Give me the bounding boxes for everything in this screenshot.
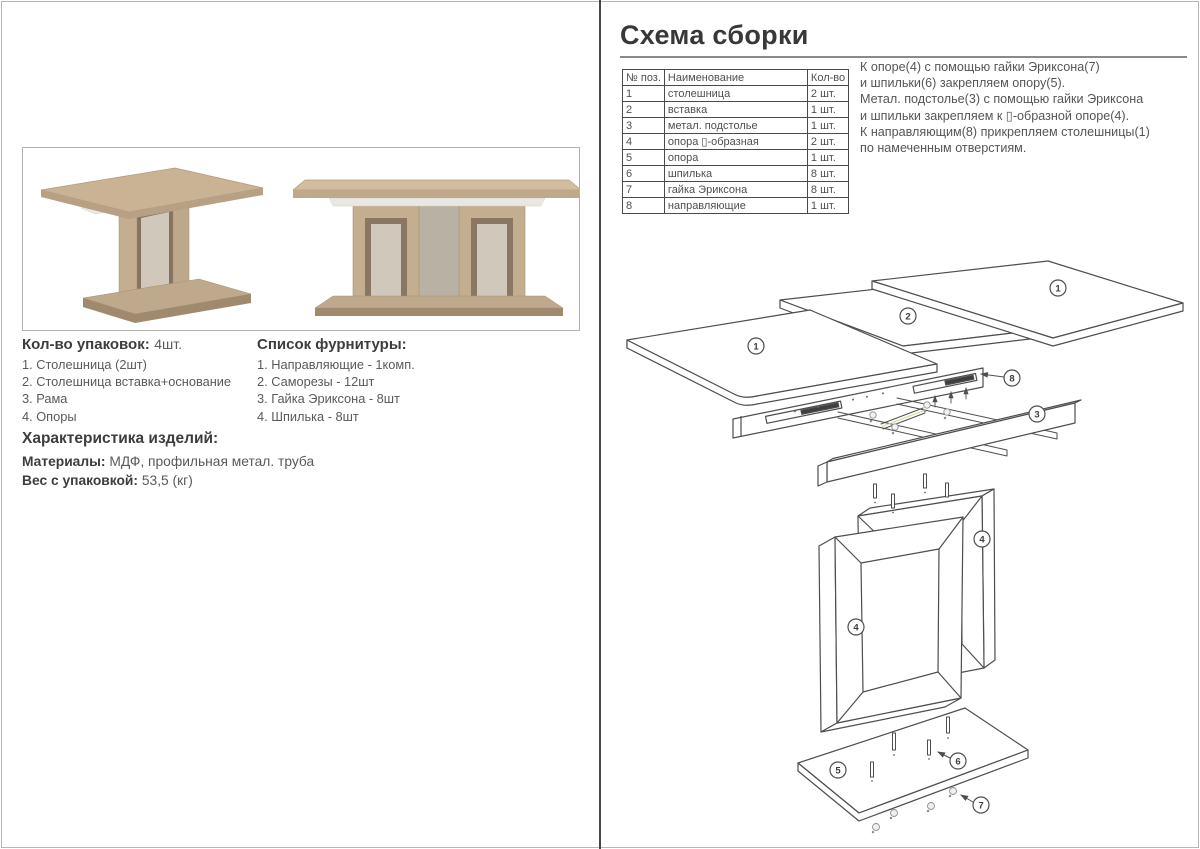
cell-name: столешница xyxy=(664,86,807,102)
callout-4-left xyxy=(848,619,864,635)
callout-1-right xyxy=(1050,280,1066,296)
cell-pos: 7 xyxy=(623,182,665,198)
table-row xyxy=(623,166,849,182)
weight-line xyxy=(22,471,193,491)
center-divider xyxy=(599,0,601,849)
page-title: Схема сборки xyxy=(620,20,809,50)
cell-pos: 1 xyxy=(623,86,665,102)
svg-text:6: 6 xyxy=(955,756,961,768)
title-underline xyxy=(620,56,1187,58)
svg-text:8: 8 xyxy=(1009,373,1015,385)
hardware-item: 1. Направляющие - 1комп. xyxy=(257,357,415,372)
weight-label: Вес с упаковкой: xyxy=(22,473,139,488)
cell-qty: 1 шт. xyxy=(807,150,848,166)
cell-pos: 8 xyxy=(623,198,665,214)
hardware-list xyxy=(257,356,415,425)
package-item: 3. Рама xyxy=(22,391,68,407)
svg-text:1: 1 xyxy=(753,341,759,353)
table-row xyxy=(623,198,849,214)
package-item: 1. Столешница (2шт) xyxy=(22,357,147,372)
hardware-item: 3. Гайка Эриксона - 8шт xyxy=(257,391,400,407)
table-row xyxy=(623,182,849,198)
cell-name: вставка xyxy=(664,102,807,118)
packages-title: Кол-во упаковок: xyxy=(22,336,150,353)
svg-text:7: 7 xyxy=(978,800,984,812)
cell-qty: 1 шт. xyxy=(807,102,848,118)
cell-pos: 4 xyxy=(623,134,665,150)
table-row xyxy=(623,86,849,102)
instruction-line: К опоре(4) с помощью гайки Эриксона(7) xyxy=(860,60,1100,74)
cell-name: метал. подстолье xyxy=(664,118,807,134)
package-item: 2. Столешница вставка+основание xyxy=(22,374,232,390)
table-row xyxy=(623,134,849,150)
table-row xyxy=(623,118,849,134)
cell-name: шпилька xyxy=(664,166,807,182)
packages-count: 4шт. xyxy=(154,336,182,352)
assembly-diagram xyxy=(605,240,1200,849)
table-photo-perspective xyxy=(41,168,263,323)
callout-2 xyxy=(900,308,916,324)
instruction-line: К направляющим(8) прикрепляем столешницы(1) xyxy=(860,124,1150,139)
cell-qty: 2 шт. xyxy=(807,134,848,150)
cell-name: опора xyxy=(664,150,807,166)
callout-7 xyxy=(973,797,989,813)
svg-text:4: 4 xyxy=(979,534,985,546)
cell-qty: 1 шт. xyxy=(807,118,848,134)
packages-list xyxy=(22,356,231,425)
callout-3 xyxy=(1029,406,1045,422)
callout-5 xyxy=(830,762,846,778)
hardware-item: 4. Шпилька - 8шт xyxy=(257,408,359,424)
svg-text:4: 4 xyxy=(853,622,859,634)
hardware-item: 2. Саморезы - 12шт xyxy=(257,374,375,390)
cell-qty: 8 шт. xyxy=(807,166,848,182)
svg-text:3: 3 xyxy=(1034,409,1040,421)
callout-1-left xyxy=(748,338,764,354)
materials-label: Материалы: xyxy=(22,454,106,469)
cell-qty: 1 шт. xyxy=(807,198,848,214)
cell-pos: 3 xyxy=(623,118,665,134)
table-photo-front xyxy=(293,180,579,316)
characteristics-title: Характеристика изделий: xyxy=(22,430,219,447)
assembly-instructions xyxy=(860,59,1195,156)
header-cell-qty: Кол-во xyxy=(807,70,848,86)
cell-name: направляющие xyxy=(664,198,807,214)
callout-6 xyxy=(950,753,966,769)
callout-8 xyxy=(1004,370,1020,386)
header-cell-pos: № поз. xyxy=(623,70,665,86)
cell-pos: 2 xyxy=(623,102,665,118)
svg-text:5: 5 xyxy=(835,765,841,777)
cell-name: гайка Эриксона xyxy=(664,182,807,198)
svg-text:1: 1 xyxy=(1055,283,1061,295)
weight-value: 53,5 (кг) xyxy=(141,473,193,488)
materials-line xyxy=(22,452,314,472)
cell-qty: 8 шт. xyxy=(807,182,848,198)
parts-table-header xyxy=(623,70,849,86)
support-frame-front xyxy=(819,517,963,732)
table-row xyxy=(623,150,849,166)
callout-4-right xyxy=(974,531,990,547)
product-photos-image xyxy=(23,148,579,330)
instruction-line: по намеченным отверстиям. xyxy=(860,141,1027,156)
table-row xyxy=(623,102,849,118)
cell-qty: 2 шт. xyxy=(807,86,848,102)
cell-pos: 5 xyxy=(623,150,665,166)
hardware-title: Список фурнитуры: xyxy=(257,336,407,353)
cell-name: опора ▯-образная xyxy=(664,134,807,150)
instruction-line: и шпильки закрепляем к ▯-образной опоре(4). xyxy=(860,108,1130,123)
header-cell-name: Наименование xyxy=(664,70,807,86)
materials-value: МДФ, профильная метал. труба xyxy=(109,454,315,469)
cell-pos: 6 xyxy=(623,166,665,182)
parts-table xyxy=(622,69,849,214)
instruction-line: Метал. подстолье(3) с помощью гайки Эриксона xyxy=(860,92,1144,107)
packages-heading xyxy=(22,336,182,354)
svg-text:2: 2 xyxy=(905,311,911,323)
package-item: 4. Опоры xyxy=(22,408,77,424)
product-photos xyxy=(22,147,580,331)
instruction-line: и шпильки(6) закрепляем опору(5). xyxy=(860,76,1066,91)
